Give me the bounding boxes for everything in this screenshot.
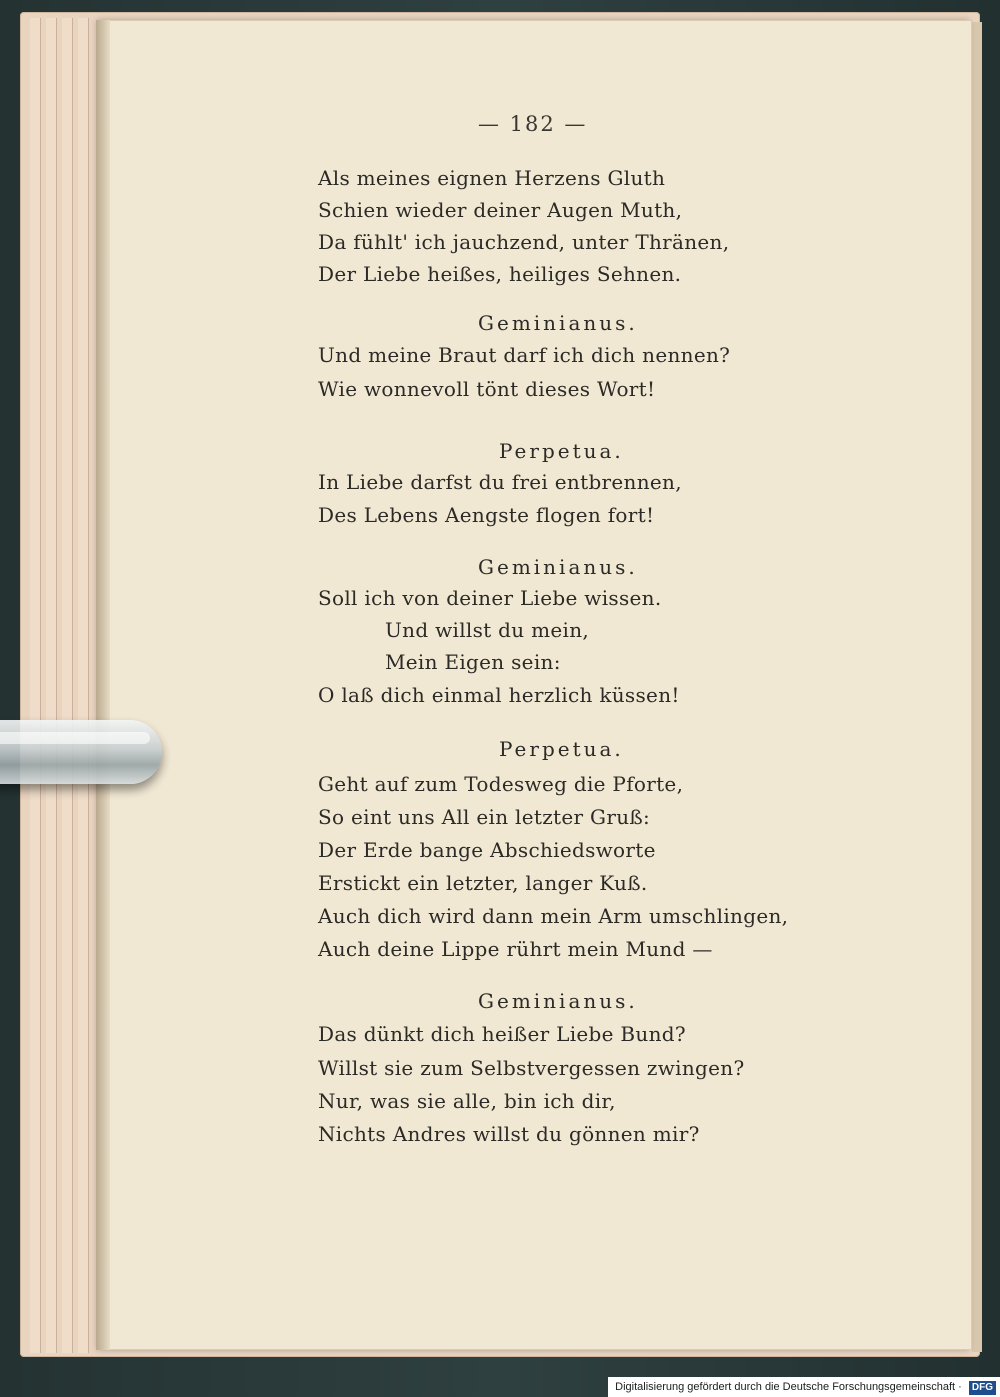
verse-line: So eint uns All ein letzter Gruß: [318, 805, 651, 829]
verse-line: Schien wieder deiner Augen Muth, [318, 198, 683, 222]
digitization-credit [608, 1377, 1000, 1397]
verse-line: Wie wonnevoll tönt dieses Wort! [318, 377, 656, 401]
book-gutter [96, 20, 110, 1350]
verse-line: Als meines eignen Herzens Gluth [318, 166, 666, 190]
verse-line: Soll ich von deiner Liebe wissen. [318, 586, 662, 610]
glass-weight-clip [0, 720, 162, 784]
verse-line: In Liebe darfst du frei entbrennen, [318, 470, 682, 494]
speaker-name: Geminianus. [478, 555, 638, 579]
page-edge [62, 18, 73, 1353]
speaker-name: Geminianus. [478, 311, 638, 335]
right-page-edge [972, 22, 982, 1352]
verse-line: Auch deine Lippe rührt mein Mund — [318, 937, 713, 961]
verse-line: Auch dich wird dann mein Arm umschlingen, [318, 904, 789, 928]
verse-line: Geht auf zum Todesweg die Pforte, [318, 772, 684, 796]
verse-line: Nur, was sie alle, bin ich dir, [318, 1089, 616, 1113]
glass-clip-shine [0, 732, 150, 744]
verse-line: Und meine Braut darf ich dich nennen? [318, 343, 731, 367]
page-edge [46, 18, 57, 1353]
verse-line-indented: Und willst du mein, [385, 618, 590, 642]
page-number: — 182 — [478, 112, 588, 136]
verse-line: Erstickt ein letzter, langer Kuß. [318, 871, 648, 895]
speaker-name: Perpetua. [499, 439, 624, 463]
verse-line: Der Liebe heißes, heiliges Sehnen. [318, 262, 682, 286]
page-edge [78, 18, 89, 1353]
verse-line: Das dünkt dich heißer Liebe Bund? [318, 1022, 686, 1046]
verse-line: Der Erde bange Abschiedsworte [318, 838, 656, 862]
verse-line: O laß dich einmal herzlich küssen! [318, 683, 680, 707]
verse-line: Da fühlt' ich jauchzend, unter Thränen, [318, 230, 730, 254]
verse-line: Des Lebens Aengste flogen fort! [318, 503, 655, 527]
verse-line-indented: Mein Eigen sein: [385, 650, 561, 674]
verse-line: Nichts Andres willst du gönnen mir? [318, 1122, 700, 1146]
credit-text: Digitalisierung gefördert durch die Deutsche Forschungsgemeinschaft · [615, 1381, 962, 1393]
page-edge [30, 18, 41, 1353]
speaker-name: Perpetua. [499, 737, 624, 761]
speaker-name: Geminianus. [478, 989, 638, 1013]
verse-line: Willst sie zum Selbstvergessen zwingen? [318, 1056, 745, 1080]
dfg-logo: DFG [969, 1381, 996, 1395]
